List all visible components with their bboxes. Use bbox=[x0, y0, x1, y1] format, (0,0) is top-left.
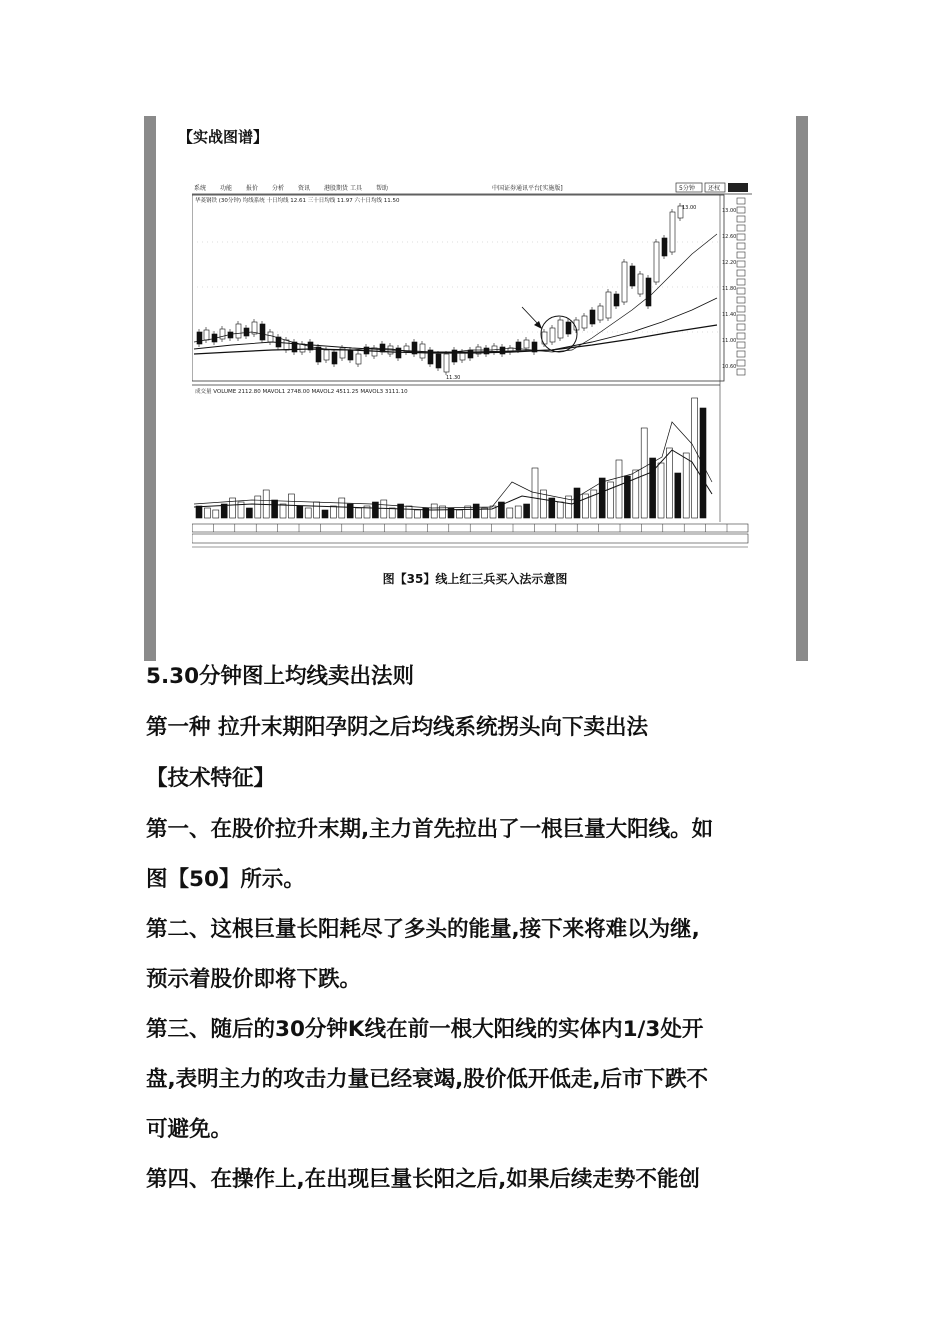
menu-item[interactable]: 分析 bbox=[272, 185, 285, 192]
volume-bar bbox=[297, 506, 303, 518]
toolbar-icon[interactable] bbox=[737, 270, 745, 276]
candle-body bbox=[524, 340, 529, 348]
toolbar-icon[interactable] bbox=[737, 351, 745, 357]
candle-body bbox=[654, 242, 659, 282]
candle-body bbox=[244, 328, 249, 336]
volume-bar bbox=[658, 463, 664, 518]
candle-body bbox=[436, 354, 441, 368]
candle-body bbox=[268, 332, 273, 342]
volume-bar bbox=[465, 506, 471, 518]
menu-item[interactable]: 系统 bbox=[194, 185, 207, 192]
volume-bar bbox=[213, 510, 219, 518]
low-price-label: 11.30 bbox=[446, 375, 461, 381]
volume-bar bbox=[650, 458, 656, 518]
candle-body bbox=[500, 347, 505, 354]
volume-bar bbox=[515, 506, 521, 518]
figure-caption: 图【35】线上红三兵买入法示意图 bbox=[382, 572, 568, 586]
candle-body bbox=[444, 354, 449, 372]
toolbar-icon[interactable] bbox=[737, 279, 745, 285]
candle-body bbox=[332, 352, 337, 364]
menu-item[interactable]: 功能 bbox=[220, 185, 233, 192]
paragraph-1-line-1: 第一、在股价拉升末期,主力首先拉出了一根巨量大阳线。如 bbox=[146, 817, 714, 842]
volume-bar bbox=[641, 428, 647, 518]
candle-body bbox=[260, 324, 265, 340]
toolbar-icon[interactable] bbox=[737, 369, 745, 375]
paragraph-2-line-1: 第二、这根巨量长阳耗尽了多头的能量,接下来将难以为继, bbox=[146, 917, 700, 942]
toolbar-icon[interactable] bbox=[737, 288, 745, 294]
volume-bar bbox=[692, 398, 698, 518]
candle-body bbox=[622, 262, 627, 302]
toolbar-icon[interactable] bbox=[737, 261, 745, 267]
volume-bar bbox=[431, 504, 437, 518]
candle-body bbox=[598, 306, 603, 320]
candle-body bbox=[220, 329, 225, 339]
volume-bar bbox=[683, 453, 689, 518]
candle-body bbox=[590, 310, 595, 324]
volume-legend: 成交量 VOLUME 2112.80 MAVOL1 2748.00 MAVOL2 4511.25 MAVOL3 3111.10 bbox=[195, 389, 408, 395]
toolbar-icon[interactable] bbox=[737, 315, 745, 321]
candle-body bbox=[582, 316, 587, 328]
method-title: 第一种 拉升末期阳孕阴之后均线系统拐头向下卖出法 bbox=[146, 715, 648, 740]
figure-header: 【实战图谱】 bbox=[178, 128, 269, 146]
volume-bar bbox=[666, 448, 672, 518]
toolbar-icon[interactable] bbox=[737, 234, 745, 240]
volume-bar bbox=[524, 504, 530, 518]
close-button[interactable] bbox=[728, 183, 748, 192]
candle-body bbox=[356, 354, 361, 364]
candle-body bbox=[550, 328, 555, 342]
volume-bar bbox=[204, 508, 210, 518]
volume-bar bbox=[347, 504, 353, 518]
volume-bar bbox=[381, 500, 387, 518]
volume-bar bbox=[599, 478, 605, 518]
toolbar-icon[interactable] bbox=[737, 342, 745, 348]
price-tick-label: 10.60 bbox=[722, 364, 737, 370]
candle-body bbox=[284, 340, 289, 350]
volume-bar bbox=[272, 500, 278, 518]
toolbar-icon[interactable] bbox=[737, 306, 745, 312]
toolbar-icon[interactable] bbox=[737, 333, 745, 339]
paragraph-4-line-1: 第四、在操作上,在出现巨量长阳之后,如果后续走势不能创 bbox=[146, 1167, 700, 1192]
volume-bar bbox=[288, 494, 294, 518]
candle-body bbox=[204, 330, 209, 340]
candle-body bbox=[197, 332, 202, 344]
volume-bar bbox=[507, 508, 513, 518]
svg-text:5分钟: 5分钟 bbox=[679, 185, 695, 192]
volume-bar bbox=[305, 508, 311, 518]
candle-body bbox=[614, 294, 619, 306]
price-tick-label: 12.20 bbox=[722, 260, 737, 266]
toolbar-icon[interactable] bbox=[737, 297, 745, 303]
candle-body bbox=[638, 274, 643, 294]
volume-bar bbox=[246, 508, 252, 518]
volume-bar bbox=[557, 502, 563, 518]
volume-bar bbox=[616, 460, 622, 518]
price-tick-label: 11.00 bbox=[722, 338, 737, 344]
toolbar-icon[interactable] bbox=[737, 198, 745, 204]
volume-bar bbox=[221, 504, 227, 518]
candle-body bbox=[606, 292, 611, 318]
volume-bar bbox=[356, 508, 362, 518]
screen-title: 中国证券通讯平台[实施版] bbox=[492, 185, 563, 192]
paragraph-3-line-2: 盘,表明主力的攻击力量已经衰竭,股价低开低走,后市下跌不 bbox=[146, 1067, 709, 1092]
toolbar-icon[interactable] bbox=[737, 207, 745, 213]
stock-chart-screenshot bbox=[192, 182, 752, 554]
menu-item[interactable]: 报价 bbox=[246, 185, 259, 192]
feature-header: 【技术特征】 bbox=[146, 766, 276, 791]
candle-body bbox=[646, 278, 651, 306]
volume-bar bbox=[473, 504, 479, 518]
menu-item[interactable]: 工具 bbox=[350, 185, 363, 192]
candle-body bbox=[324, 350, 329, 360]
toolbar-icon[interactable] bbox=[737, 225, 745, 231]
candle-body bbox=[670, 212, 675, 252]
svg-text:还权: 还权 bbox=[708, 185, 721, 192]
high-price-label: 13.00 bbox=[682, 205, 697, 211]
price-tick-label: 13.00 bbox=[722, 208, 737, 214]
volume-bar bbox=[414, 510, 420, 518]
menu-item[interactable]: 帮助 bbox=[376, 185, 389, 192]
candle-body bbox=[566, 322, 571, 334]
ma-mid bbox=[194, 298, 717, 352]
price-tick-label: 12.60 bbox=[722, 234, 737, 240]
signal-arrow bbox=[522, 307, 539, 325]
paragraph-2-line-2: 预示着股价即将下跌。 bbox=[146, 967, 362, 992]
candle-body bbox=[662, 238, 667, 256]
volume-bar bbox=[700, 408, 706, 518]
toolbar-icon[interactable] bbox=[737, 324, 745, 330]
volume-bar bbox=[322, 510, 328, 518]
paragraph-3-line-3: 可避免。 bbox=[146, 1117, 233, 1142]
volume-bar bbox=[280, 504, 286, 518]
volume-bar bbox=[255, 496, 261, 518]
section-title: 5.30分钟图上均线卖出法则 bbox=[146, 664, 415, 689]
menu-item[interactable]: 港股期货 bbox=[324, 185, 349, 192]
price-tick-label: 11.40 bbox=[722, 312, 737, 318]
toolbar-icon[interactable] bbox=[737, 243, 745, 249]
menu-item[interactable]: 资讯 bbox=[298, 185, 311, 192]
volume-bar bbox=[196, 506, 202, 518]
candle-body bbox=[468, 350, 473, 358]
candle-body bbox=[348, 350, 353, 360]
volume-bar bbox=[339, 498, 345, 518]
volume-bar bbox=[330, 506, 336, 518]
toolbar-icon[interactable] bbox=[737, 216, 745, 222]
price-tick-label: 11.80 bbox=[722, 286, 737, 292]
volume-bar bbox=[314, 502, 320, 518]
toolbar-icon[interactable] bbox=[737, 360, 745, 366]
volume-bar bbox=[406, 506, 412, 518]
volume-bar bbox=[456, 510, 462, 518]
toolbar-icon[interactable] bbox=[737, 252, 745, 258]
candle-body bbox=[236, 324, 241, 338]
candle-body bbox=[558, 320, 563, 338]
paragraph-3-line-1: 第三、随后的30分钟K线在前一根大阳线的实体内1/3处开 bbox=[146, 1017, 704, 1042]
volume-bar bbox=[389, 508, 395, 518]
volume-bar bbox=[675, 473, 681, 518]
paragraph-1-line-2: 图【50】所示。 bbox=[146, 867, 305, 892]
price-legend: 华菱钢铁 (30分钟) 均线系统 十日均线 12.61 三十日均线 11.97 六十日均线 11.50 bbox=[195, 198, 400, 204]
candle-body bbox=[630, 266, 635, 286]
